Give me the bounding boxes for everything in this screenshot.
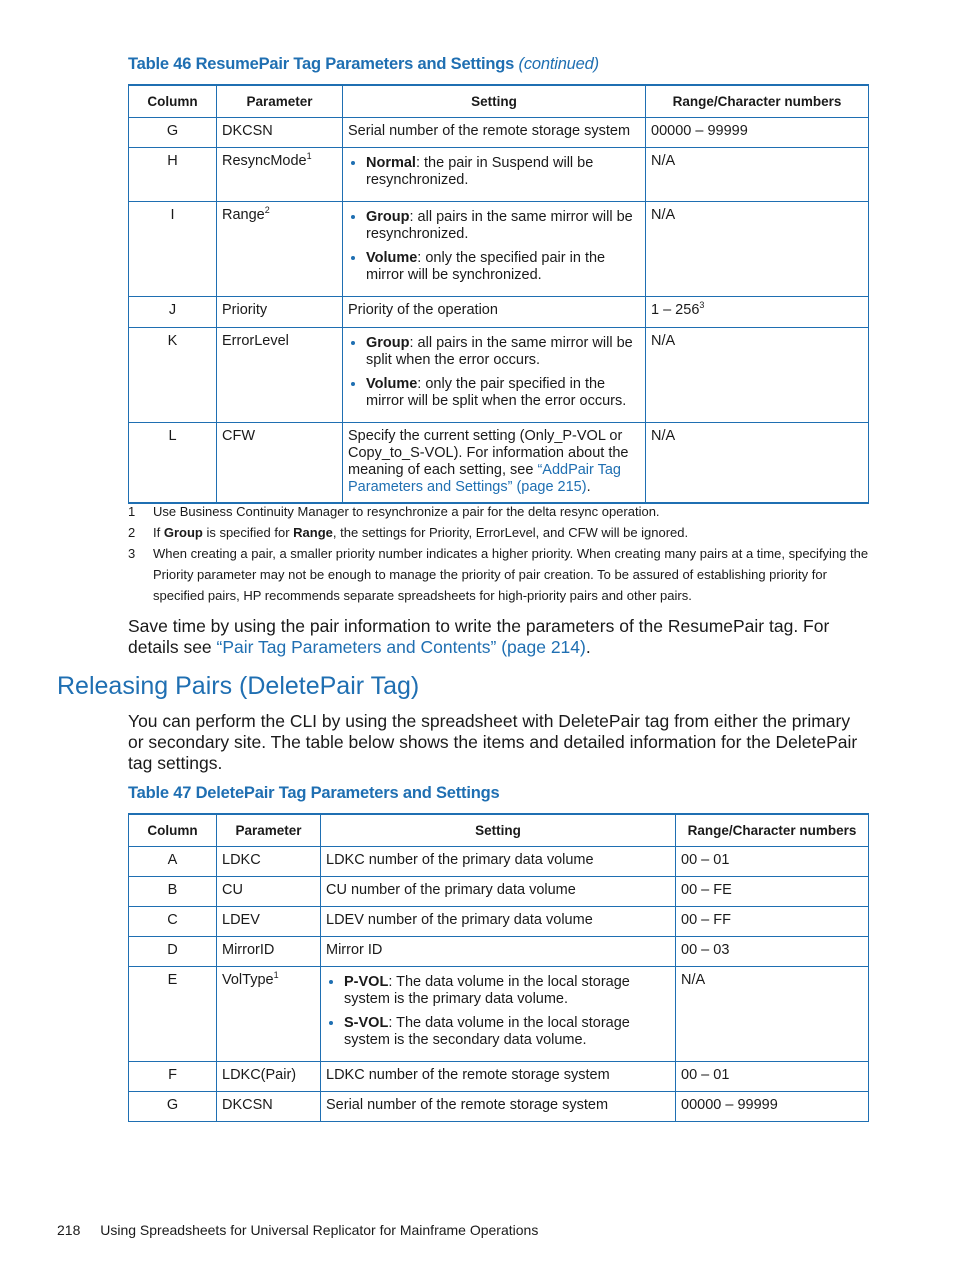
cell-parameter: CU [217,877,321,907]
range-value: 1 – 256 [651,302,700,318]
cell-parameter: DKCSN [217,1092,321,1122]
table-47-caption: Table 47 DeletePair Tag Parameters and Settings [128,784,500,802]
description: : only the pair specified in the mirror will be split when the error occurs. [366,376,627,409]
table-footnotes [128,501,870,606]
cell-range: 00 – 03 [676,937,869,967]
description: : the pair in Suspend will be resynchronized. [366,155,594,188]
page-number: 218 [57,1222,81,1238]
header-column: Column [129,85,217,118]
cell-range: 00000 – 99999 [646,118,869,148]
header-setting: Setting [343,85,646,118]
table-46-caption-continued: (continued) [518,55,599,73]
footnote-ref: 3 [699,300,705,311]
table-row [129,907,869,937]
cell-parameter: CFW [217,423,343,503]
table-row [129,202,869,297]
term: Normal [366,155,416,171]
cell-range: 00 – 01 [676,1062,869,1092]
footnote-3 [128,543,870,606]
table-row [129,297,869,328]
footnote-number: 2 [128,525,136,540]
cell-column: D [129,937,217,967]
description: : The data volume in the local storage system is the secondary data volume. [344,1015,630,1048]
paragraph-text: Save time by using the pair information to write the parameters of the ResumePair tag. For details see [128,616,830,657]
table-47 [128,813,869,1122]
cell-setting [343,148,646,202]
param-name: VolType [222,972,274,988]
section-heading: Releasing Pairs (DeletePair Tag) [57,672,420,700]
cell-column: H [129,148,217,202]
description: : all pairs in the same mirror will be resynchronized. [366,209,633,242]
footnote-term: Range [293,525,333,540]
footnote-1 [128,501,870,522]
paragraph-intro: You can perform the CLI by using the spreadsheet with DeletePair tag from either the primary or secondary site. The table below shows the items and detailed information for the DeletePair tag settings. [128,711,858,773]
footnote-number: 1 [128,504,136,519]
description: : all pairs in the same mirror will be split when the error occurs. [366,335,633,368]
cell-setting: Serial number of the remote storage system [343,118,646,148]
cell-setting: LDEV number of the primary data volume [321,907,676,937]
cell-range: 00 – 01 [676,847,869,877]
bullet-list [348,155,640,189]
bullet-list [326,974,670,1049]
table-row [129,877,869,907]
cell-setting [343,202,646,297]
table-row [129,148,869,202]
table-header-row [129,814,869,847]
term: Volume [366,250,418,266]
list-item [344,1015,670,1049]
cell-range: N/A [646,423,869,503]
footnote-text-part: If [153,525,164,540]
bullet-list [348,335,640,410]
cell-column: F [129,1062,217,1092]
cell-setting: CU number of the primary data volume [321,877,676,907]
cell-range: 00 – FE [676,877,869,907]
header-column: Column [129,814,217,847]
footnote-ref: 2 [264,205,270,216]
cell-range: N/A [646,328,869,423]
cell-setting: LDKC number of the remote storage system [321,1062,676,1092]
footnote-number: 3 [128,546,136,561]
cell-range: 00000 – 99999 [676,1092,869,1122]
list-item [366,209,640,243]
cell-setting: Serial number of the remote storage system [321,1092,676,1122]
footnote-text-part: , the settings for Priority, ErrorLevel, and CFW will be ignored. [332,525,689,540]
list-item [344,974,670,1008]
cell-parameter: MirrorID [217,937,321,967]
footnote-text [153,522,688,543]
cell-range: N/A [676,967,869,1062]
addpair-page-link[interactable]: “AddPair Tag Parameters and Settings” (page 215) [348,462,621,495]
table-row [129,423,869,503]
term: Group [366,335,410,351]
bullet-list [348,209,640,284]
footnote-ref: 1 [273,970,279,981]
table-row [129,937,869,967]
cell-range: N/A [646,148,869,202]
footer-title: Using Spreadsheets for Universal Replicator for Mainframe Operations [100,1222,539,1238]
cell-parameter: DKCSN [217,118,343,148]
term: Group [366,209,410,225]
header-parameter: Parameter [217,814,321,847]
term: P-VOL [344,974,389,990]
cell-setting [321,967,676,1062]
cell-column: K [129,328,217,423]
param-name: Range [222,207,265,223]
table-row [129,967,869,1062]
list-item [366,376,640,410]
setting-text-end: . [586,479,591,495]
header-range: Range/Character numbers [676,814,869,847]
table-row [129,1092,869,1122]
param-name: ResyncMode [222,153,307,169]
cell-parameter: LDKC [217,847,321,877]
cell-column: E [129,967,217,1062]
paragraph-save-time [128,616,870,658]
cell-parameter: Priority [217,297,343,328]
page-footer [57,1222,538,1238]
pair-tag-page-link[interactable]: “Pair Tag Parameters and Contents” (page 214) [216,637,586,657]
table-row [129,118,869,148]
table-row [129,328,869,423]
footnote-ref: 1 [306,151,312,162]
setting-text: Specify the current setting (Only_P-VOL or Copy_to_S-VOL). For information about the meaning of each setting, see [348,428,629,478]
term: Volume [366,376,418,392]
cell-parameter: LDEV [217,907,321,937]
cell-column: J [129,297,217,328]
cell-setting: Priority of the operation [343,297,646,328]
description: : only the specified pair in the mirror will be synchronized. [366,250,606,283]
table-46 [128,84,869,504]
cell-parameter [217,148,343,202]
cell-column: I [129,202,217,297]
footnote-text: When creating a pair, a smaller priority number indicates a higher priority. When creating many pairs at a time, specifying the Priority parameter may not be enough to manage the priority of pair creation. To be assured of establishing priority for specified pairs, HP recommends separate spreadsheets for high-priority pairs and other pairs. [153,546,869,603]
header-range: Range/Character numbers [646,85,869,118]
cell-range [646,297,869,328]
cell-column: G [129,118,217,148]
header-setting: Setting [321,814,676,847]
list-item [366,335,640,369]
cell-setting [343,423,646,503]
cell-parameter: ErrorLevel [217,328,343,423]
list-item [366,250,640,284]
table-header-row [129,85,869,118]
paragraph-text-end: . [585,637,591,657]
cell-setting [343,328,646,423]
table-row [129,847,869,877]
table-46-caption [128,55,599,74]
footnote-text: Use Business Continuity Manager to resynchronize a pair for the delta resync operation. [153,504,660,519]
cell-range: 00 – FF [676,907,869,937]
cell-column: G [129,1092,217,1122]
cell-parameter: LDKC(Pair) [217,1062,321,1092]
table-row [129,1062,869,1092]
cell-column: B [129,877,217,907]
cell-column: L [129,423,217,503]
cell-setting: Mirror ID [321,937,676,967]
cell-range: N/A [646,202,869,297]
header-parameter: Parameter [217,85,343,118]
cell-column: C [129,907,217,937]
footnote-text-part: is specified for [202,525,294,540]
footnote-2 [128,522,870,543]
cell-parameter [217,967,321,1062]
cell-column: A [129,847,217,877]
description: : The data volume in the local storage system is the primary data volume. [344,974,630,1007]
list-item [366,155,640,189]
cell-parameter [217,202,343,297]
cell-setting: LDKC number of the primary data volume [321,847,676,877]
table-46-caption-label: Table 46 ResumePair Tag Parameters and Settings [128,55,515,73]
term: S-VOL [344,1015,389,1031]
footnote-term: Group [163,525,203,540]
